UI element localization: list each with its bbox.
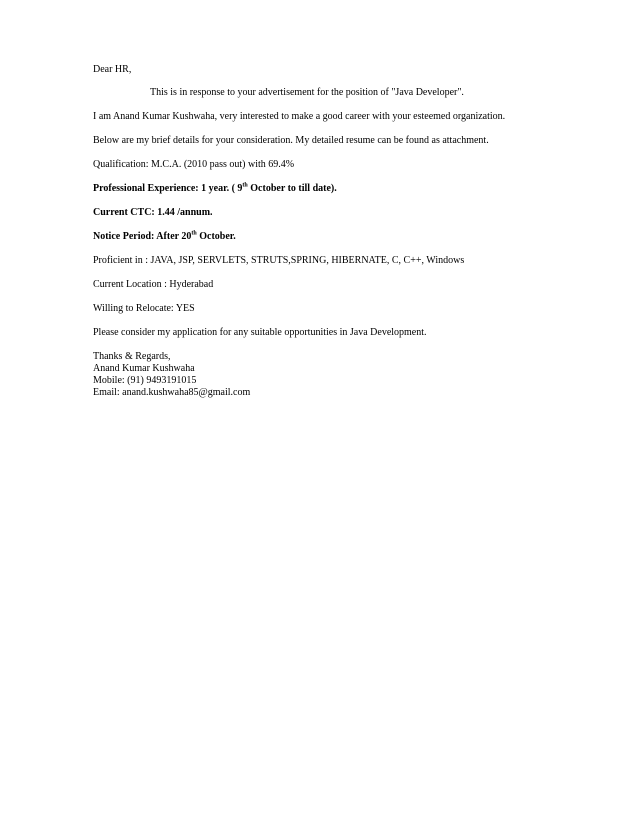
experience-superscript: th — [242, 182, 248, 189]
qualification-line: Qualification: M.C.A. (2010 pass out) with 69.4% — [93, 159, 295, 170]
experience-text-end: October to till date). — [247, 183, 337, 194]
experience-text: Professional Experience: 1 year. ( 9 — [93, 183, 243, 194]
notice-superscript: th — [191, 230, 197, 237]
salutation: Dear HR, — [93, 64, 132, 75]
experience-line — [93, 183, 337, 195]
proficient-line: Proficient in : JAVA, JSP, SERVLETS, STRUTS,SPRING, HIBERNATE, C, C++, Windows — [93, 255, 465, 266]
intro-paragraph: This is in response to your advertisement for the position of "Java Developer". — [150, 87, 464, 98]
consider-paragraph: Please consider my application for any suitable opportunities in Java Development. — [93, 327, 427, 338]
location-line: Current Location : Hyderabad — [93, 279, 214, 290]
interest-paragraph: I am Anand Kumar Kushwaha, very interested to make a good career with your esteemed organization. — [93, 111, 506, 122]
details-paragraph: Below are my brief details for your consideration. My detailed resume can be found as attachment. — [93, 135, 489, 146]
ctc-line: Current CTC: 1.44 /annum. — [93, 207, 213, 218]
mobile-line: Mobile: (91) 9493191015 — [93, 375, 197, 386]
signature-name: Anand Kumar Kushwaha — [93, 363, 195, 374]
notice-line — [93, 231, 236, 243]
notice-text: Notice Period: After 20 — [93, 231, 192, 242]
closing-line: Thanks & Regards, — [93, 351, 171, 362]
relocate-line: Willing to Relocate: YES — [93, 303, 195, 314]
notice-text-end: October. — [196, 231, 236, 242]
email-line: Email: anand.kushwaha85@gmail.com — [93, 387, 251, 398]
